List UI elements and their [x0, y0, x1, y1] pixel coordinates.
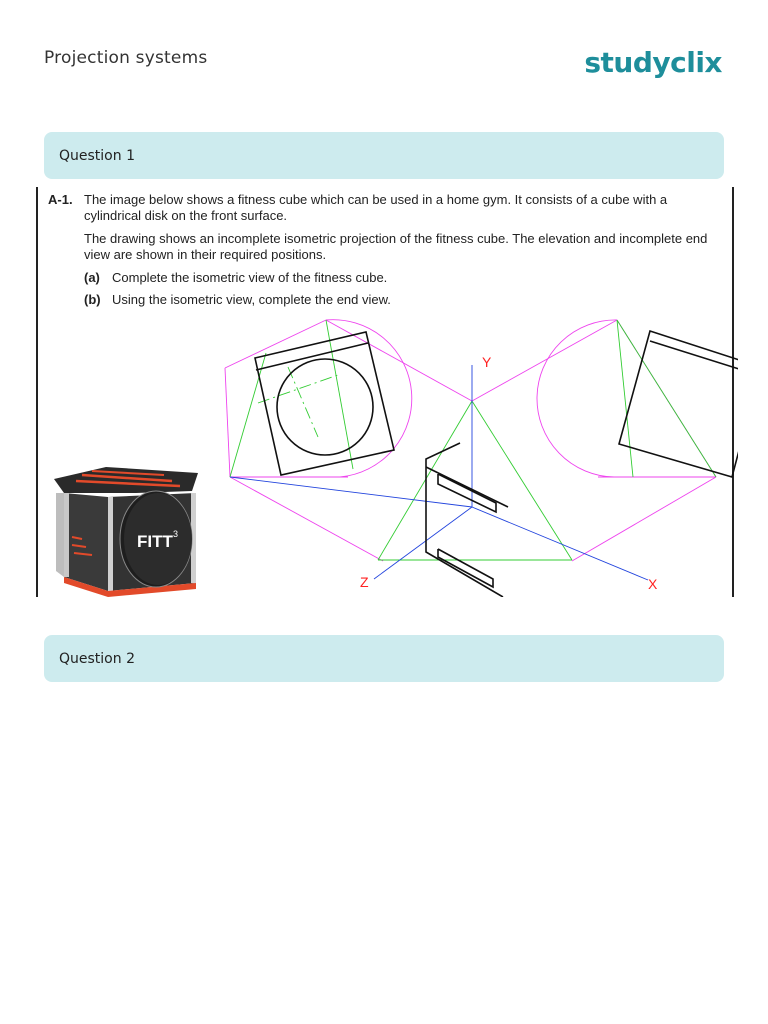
question-intro-text: The image below shows a fitness cube which can be used in a home gym. It consists of a cube with a cylindrical disk on the front surface. [84, 192, 668, 223]
question-part-a [84, 270, 387, 285]
construction-arc [537, 320, 617, 477]
elevation-disk-circle [277, 359, 373, 455]
fitness-cube-photo [52, 467, 202, 597]
construction-line [288, 367, 318, 437]
page-header-title: Projection systems [44, 48, 208, 68]
question-1-label: Question 1 [59, 147, 135, 164]
part-a-text: Complete the isometric view of the fitness cube. [112, 270, 388, 285]
question-2-label: Question 2 [59, 650, 135, 667]
part-b-text: Using the isometric view, complete the end view. [112, 292, 391, 307]
isometric-partial-edge [426, 443, 503, 597]
projection-line [230, 477, 472, 507]
isometric-partial-edge [438, 549, 493, 587]
z-axis-label: Z [360, 574, 369, 590]
construction-line [326, 320, 472, 401]
part-b-label: (b) [84, 292, 101, 307]
construction-line [230, 353, 266, 477]
construction-line [230, 477, 383, 561]
photo-fitt-logo: FITT [137, 532, 173, 551]
construction-line [472, 401, 572, 560]
question-number: A-1. [48, 192, 73, 207]
isometric-projection-drawing [218, 317, 738, 597]
construction-line [225, 368, 230, 477]
question-drawing-text: The drawing shows an incomplete isometric projection of the fitness cube. The elevation and incomplete end view are shown in their required positions. [84, 231, 708, 262]
y-axis-label: Y [482, 354, 492, 370]
construction-line [378, 401, 472, 560]
end-view-cube-outline [619, 331, 738, 477]
x-axis [472, 507, 648, 580]
isometric-partial-edge [426, 467, 508, 507]
construction-line [617, 320, 633, 477]
construction-line [472, 320, 617, 401]
photo-fitt-logo-sup: 3 [173, 529, 179, 539]
studyclix-logo[interactable]: studyclix [584, 46, 722, 79]
construction-line [326, 320, 353, 469]
part-a-label: (a) [84, 270, 100, 285]
construction-line [258, 375, 338, 403]
question-part-b [84, 292, 391, 307]
construction-line [572, 477, 716, 561]
x-axis-label: X [648, 576, 658, 592]
question-1-body [36, 187, 734, 597]
question-1-bar[interactable] [44, 132, 724, 179]
question-2-bar[interactable] [44, 635, 724, 682]
